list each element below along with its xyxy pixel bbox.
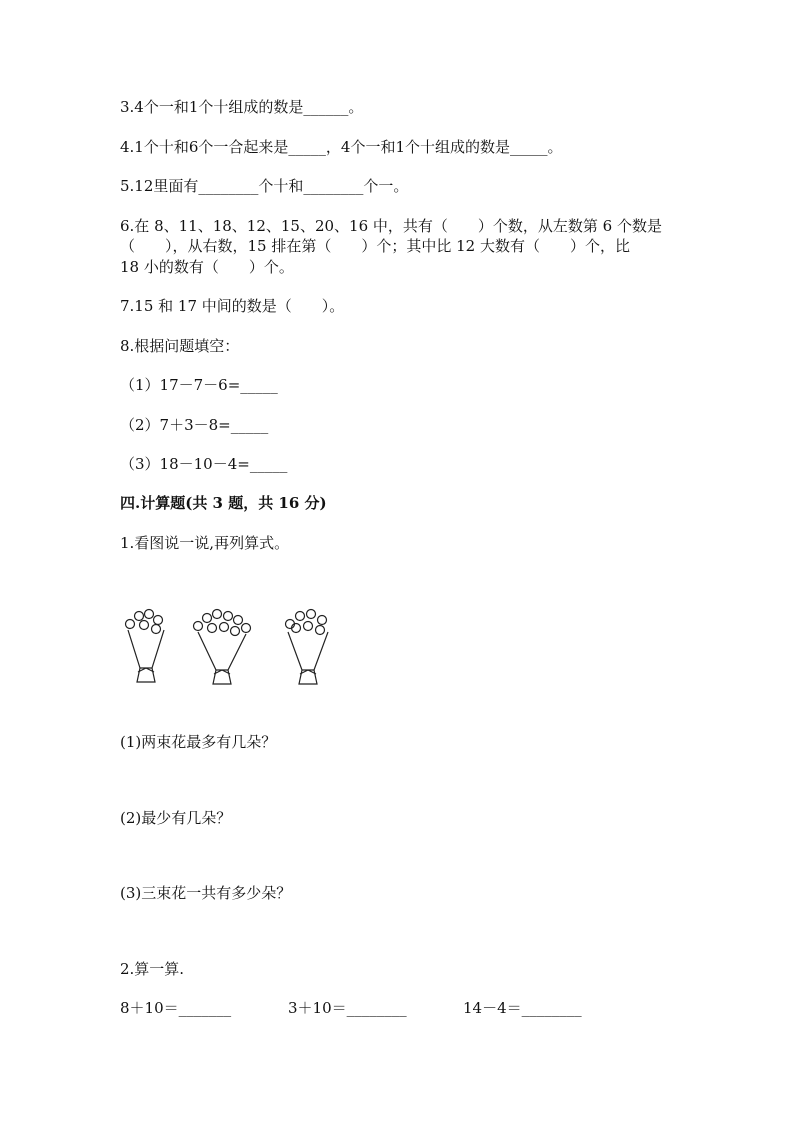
calc-item-2: 3＋10＝________: [288, 999, 407, 1017]
problem-1-title: 1.看图说一说,再列算式。: [120, 534, 290, 552]
question-5: 5.12里面有________个十和________个一。: [120, 177, 409, 195]
question-8-item-3: （3）18－10－4=_____: [120, 455, 288, 473]
question-6-line-3: 18 小的数有（ ）个。: [120, 258, 294, 276]
calc-item-3: 14－4＝________: [463, 999, 582, 1017]
bouquet-icon: [190, 606, 254, 688]
question-6-line-2: （ ），从右数，15 排在第（ ）个；其中比 12 大数有（ ）个，比: [120, 237, 630, 255]
question-4: 4.1个十和6个一合起来是_____，4个一和1个十组成的数是_____。: [120, 138, 563, 156]
question-8-title: 8.根据问题填空：: [120, 337, 240, 355]
section-4-heading: 四.计算题(共 3 题，共 16 分): [120, 494, 327, 512]
problem-1-question-1: (1)两束花最多有几朵？: [120, 733, 277, 751]
problem-1-question-2: (2)最少有几朵？: [120, 809, 232, 827]
calc-item-1: 8＋10＝_______: [120, 999, 232, 1017]
problem-2-title: 2.算一算.: [120, 960, 185, 978]
question-8-item-2: （2）7＋3－8=_____: [120, 416, 269, 434]
question-6-line-1: 6.在 8、11、18、12、15、20、16 中，共有（ ）个数，从左数第 6 个数是: [120, 217, 662, 235]
question-7: 7.15 和 17 中间的数是（ ）。: [120, 297, 345, 315]
bouquet-icon: [282, 606, 334, 688]
problem-1-question-3: (3)三束花一共有多少朵？: [120, 884, 292, 902]
bouquet-icon: [122, 606, 170, 688]
question-3: 3.4个一和1个十组成的数是______。: [120, 98, 364, 116]
question-8-item-1: （1）17－7－6=_____: [120, 376, 278, 394]
